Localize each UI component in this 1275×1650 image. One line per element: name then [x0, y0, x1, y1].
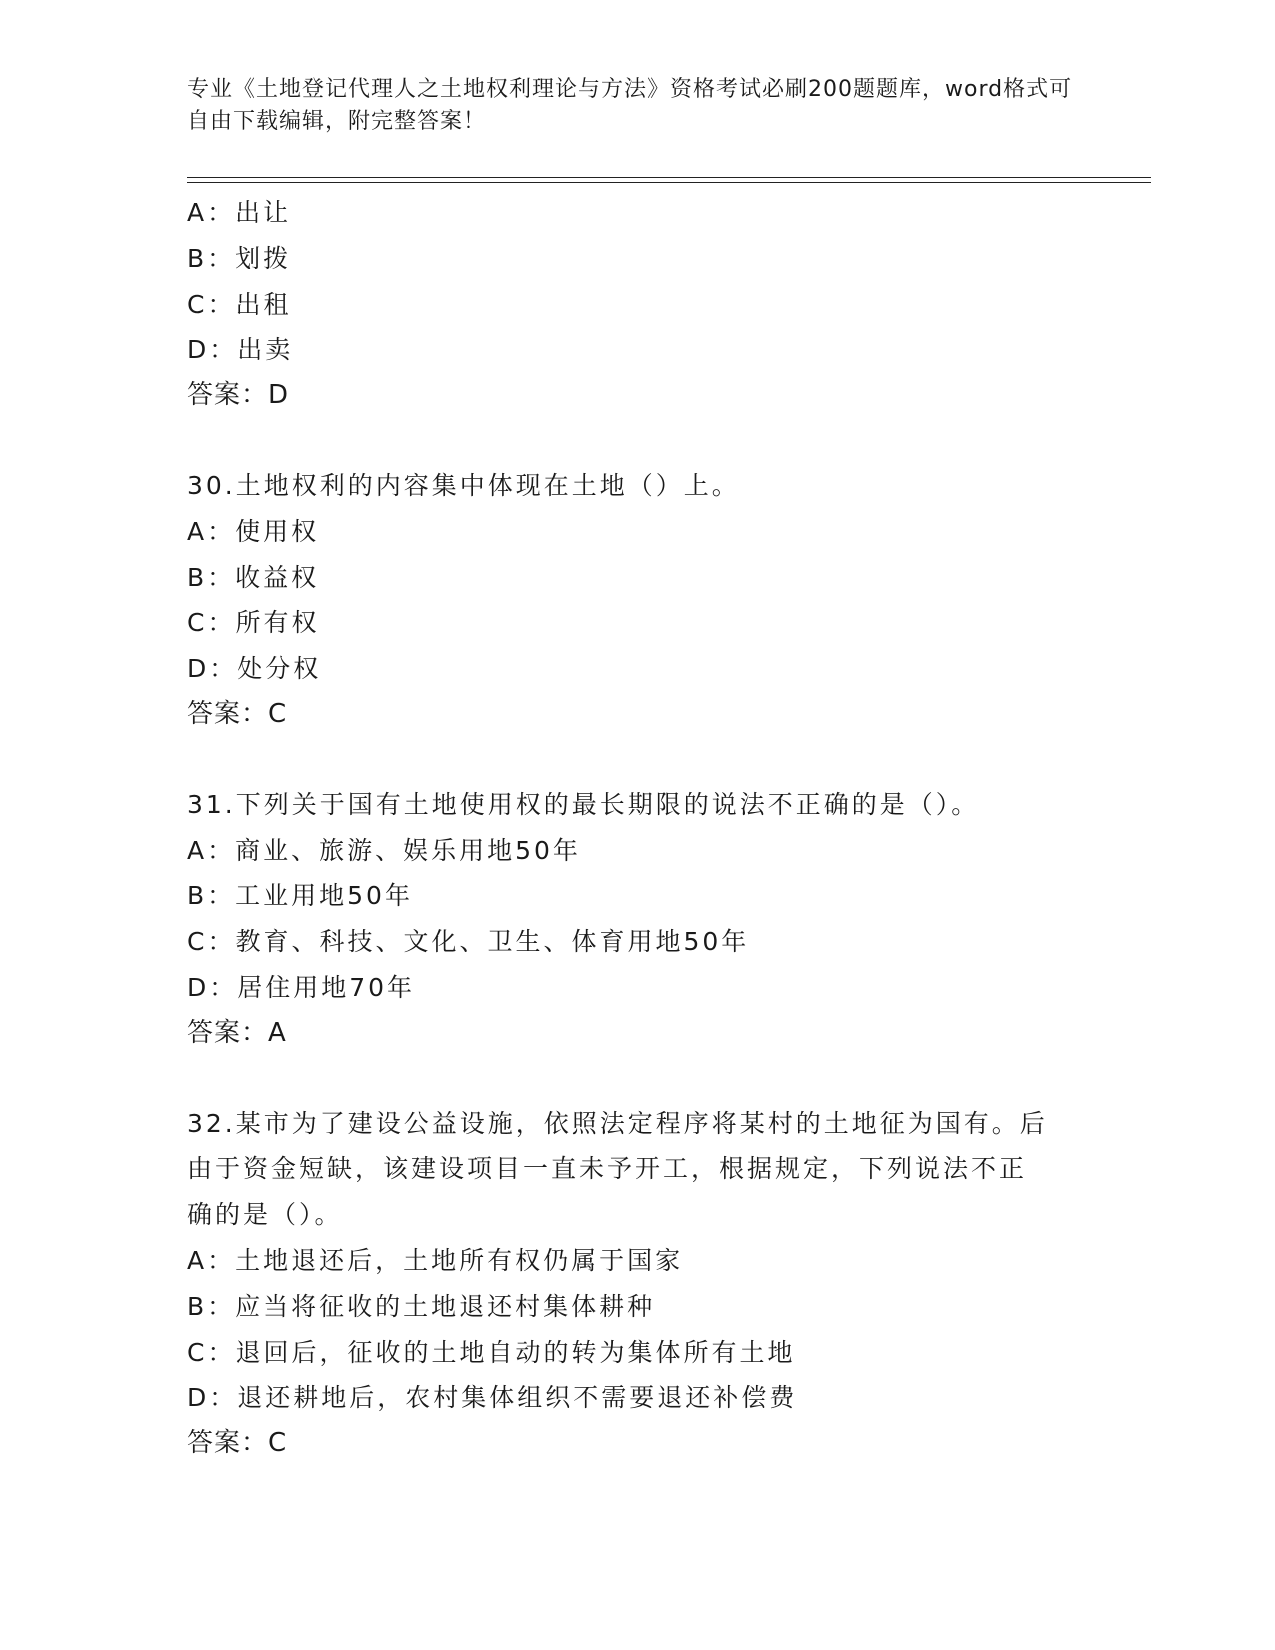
option-c: C：出租 — [187, 289, 292, 319]
option-b: B：划拨 — [187, 243, 292, 273]
question-29 — [187, 190, 1087, 419]
header-rule-bottom — [187, 182, 1151, 183]
option-b: B：工业用地50年 — [187, 881, 413, 911]
option-b: B：收益权 — [187, 562, 320, 592]
option-c: C：退回后，征收的土地自动的转为集体所有土地 — [187, 1337, 796, 1367]
header-rule-top — [187, 177, 1151, 178]
question-stem: 30.土地权利的内容集中体现在土地（）上。 — [187, 470, 740, 500]
question-stem: 31.下列关于国有土地使用权的最长期限的说法不正确的是（）。 — [187, 789, 980, 819]
answer: 答案：A — [187, 1017, 287, 1048]
answer: 答案：C — [187, 1428, 288, 1459]
option-d: D：处分权 — [187, 654, 322, 684]
document-header: 专业《土地登记代理人之土地权利理论与方法》资格考试必刷200题题库，word格式可自由下载编辑，附完整答案！ — [187, 77, 1073, 134]
option-c: C：教育、科技、文化、卫生、体育用地50年 — [187, 927, 750, 957]
question-stem-line-3: 确的是（）。 — [187, 1200, 343, 1230]
option-d: D：出卖 — [187, 335, 294, 365]
option-c: C：所有权 — [187, 608, 320, 638]
option-d: D：退还耕地后，农村集体组织不需要退还补偿费 — [187, 1383, 798, 1413]
option-d: D：居住用地70年 — [187, 972, 416, 1002]
question-stem-line-1: 32.某市为了建设公益设施，依照法定程序将某村的土地征为国有。后 — [187, 1108, 1048, 1138]
option-a: A：土地退还后，土地所有权仍属于国家 — [187, 1245, 684, 1275]
question-32 — [187, 1101, 1087, 1467]
option-a: A：使用权 — [187, 516, 320, 546]
option-a: A：商业、旅游、娱乐用地50年 — [187, 835, 581, 865]
answer: 答案：D — [187, 380, 290, 411]
option-a: A：出让 — [187, 198, 292, 227]
answer: 答案：C — [187, 698, 288, 729]
question-31 — [187, 782, 1087, 1057]
question-30 — [187, 463, 1087, 738]
option-b: B：应当将征收的土地退还村集体耕种 — [187, 1291, 656, 1321]
question-list — [187, 190, 1087, 1467]
question-stem-line-2: 由于资金短缺，该建设项目一直未予开工，根据规定，下列说法不正 — [187, 1154, 1028, 1184]
